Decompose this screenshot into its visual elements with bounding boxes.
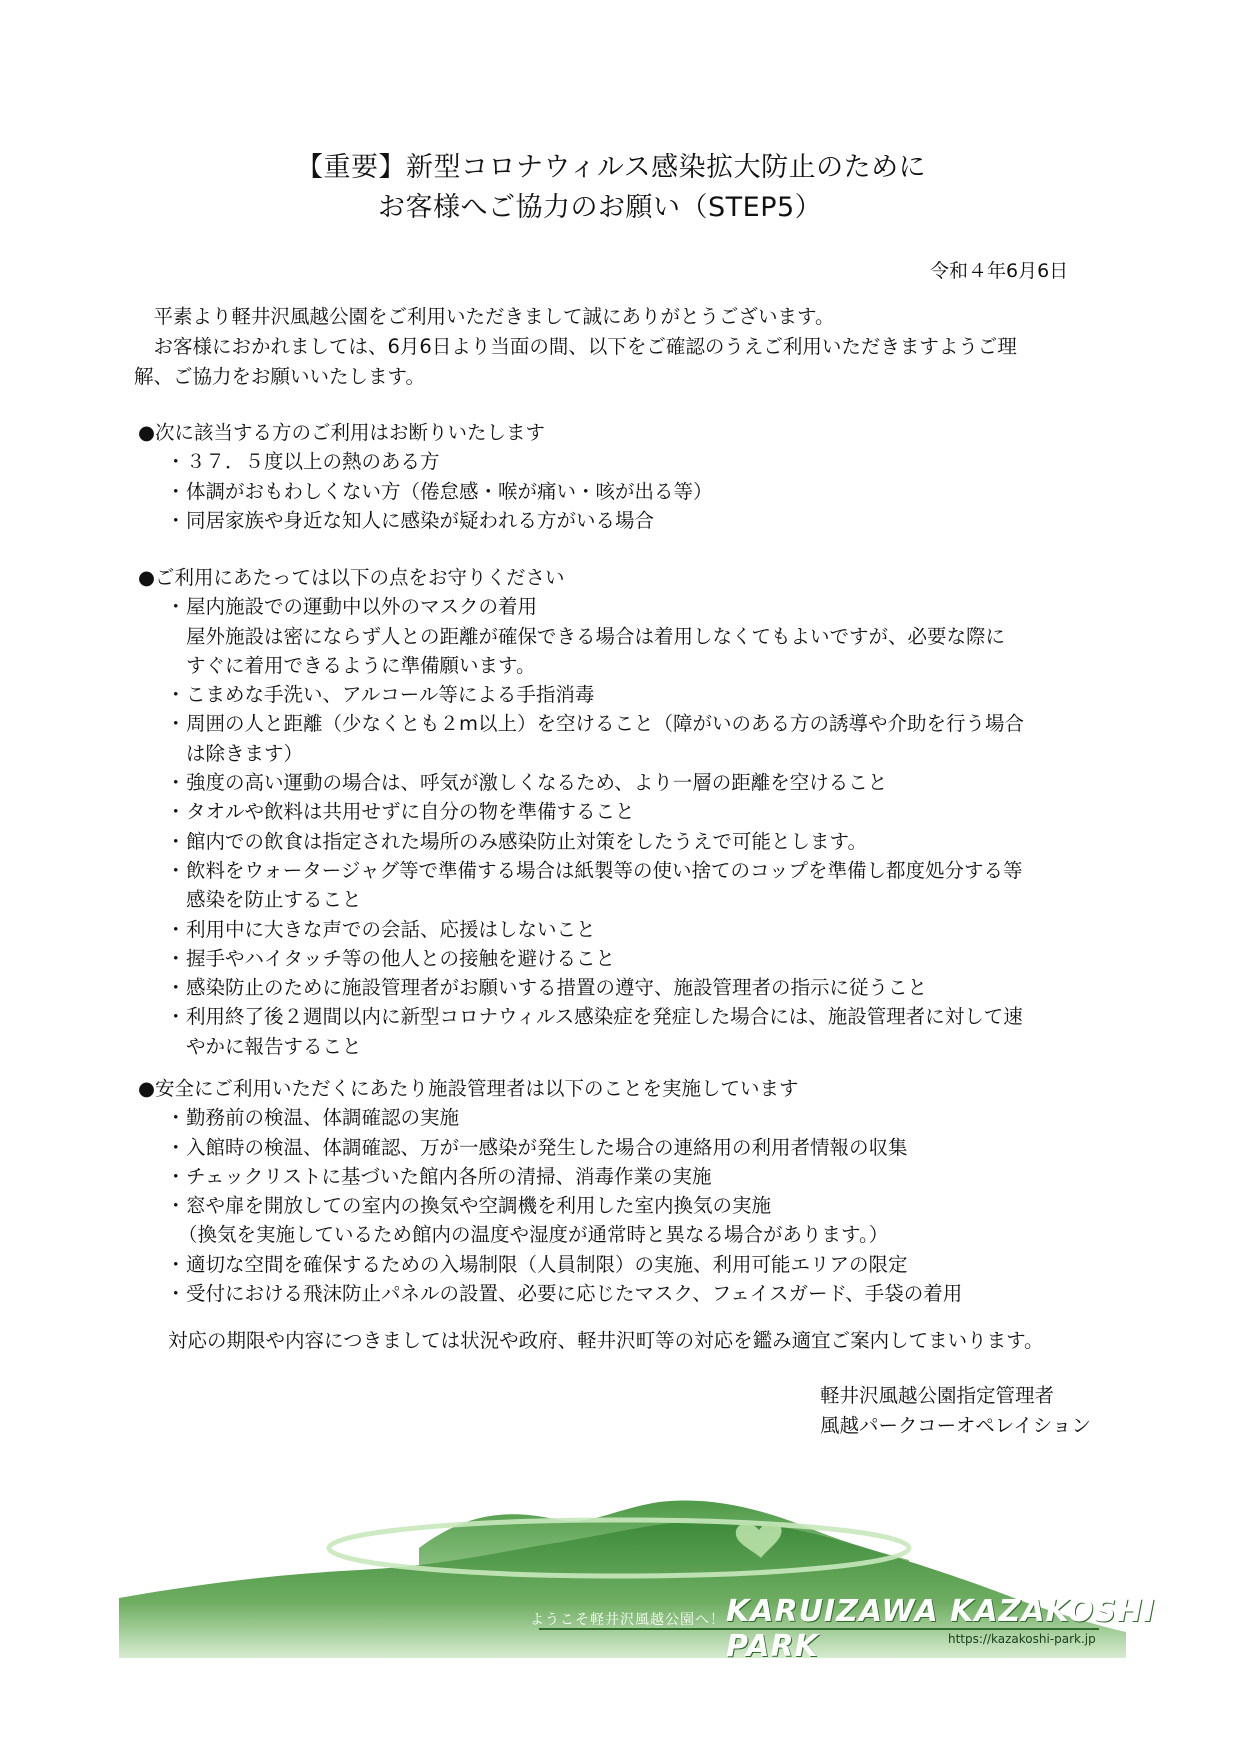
list-item-continuation: 屋外施設は密にならず人との距離が確保できる場合は着用しなくてもよいですが、必要な際に [186, 624, 1006, 648]
list-item: ・入館時の検温、体調確認、万が一感染が発生した場合の連絡用の利用者情報の収集 [134, 1133, 1124, 1162]
list-item: ・飲料をウォータージャグ等で準備する場合は紙製等の使い捨てのコップを準備し都度処分する等 [134, 856, 1124, 885]
bullet: ・ [166, 1135, 186, 1159]
bullet: ・ [166, 946, 186, 970]
bullet: ・ [166, 917, 186, 941]
section-measures [134, 1074, 1124, 1308]
list-item: ・強度の高い運動の場合は、呼気が激しくなるため、より一層の距離を空けること [134, 768, 1124, 797]
website-url: https://kazakoshi-park.jp [948, 1632, 1096, 1646]
signature-line: 軽井沢風越公園指定管理者 [820, 1384, 1055, 1407]
park-logo-text: KARUIZAWA KAZAKOSHI PARK [726, 1594, 1156, 1664]
list-item-continuation: 感染を防止すること [186, 888, 362, 912]
intro-paragraph [134, 302, 1124, 392]
bullet: ・ [166, 450, 186, 474]
list-item: ・適切な空間を確保するための入場制限（人員制限）の実施、利用可能エリアの限定 [134, 1250, 1124, 1279]
issue-date: 令和４年6月6日 [930, 260, 1069, 282]
list-item: ・３７．５度以上の熱のある方 [134, 447, 1124, 476]
bullet: ・ [166, 479, 186, 503]
bullet: ・ [166, 976, 186, 1000]
list-item: ・体調がおもわしくない方（倦怠感・喉が痛い・咳が出る等） [134, 477, 1124, 506]
signature-block [820, 1381, 1091, 1441]
bullet: ・ [166, 1005, 186, 1029]
intro-line: お客様におかれましては、6月6日より当面の間、以下をご確認のうえご利用いただきますようご理 [153, 335, 1017, 358]
list-item-continuation: すぐに着用できるように準備願います。 [186, 653, 536, 677]
list-item: ・同居家族や身近な知人に感染が疑われる方がいる場合 [134, 506, 1124, 535]
bullet: ・ [166, 712, 186, 736]
section-heading: ●次に該当する方のご利用はお断りいたします [138, 421, 546, 444]
document-title-line2: お客様へご協力のお願い（STEP5） [378, 192, 823, 223]
list-item: ・窓や扉を開放しての室内の換気や空調機を利用した室内換気の実施 [134, 1191, 1124, 1220]
section-refusal [134, 418, 1124, 535]
intro-line: 平素より軽井沢風越公園をご利用いただきまして誠にありがとうございます。 [153, 305, 835, 328]
list-item: ・勤務前の検温、体調確認の実施 [134, 1103, 1124, 1132]
list-item: ・館内での飲食は指定された場所のみ感染防止対策をしたうえで可能とします。 [134, 827, 1124, 856]
bullet: ・ [166, 858, 186, 882]
bullet: ・ [166, 1252, 186, 1276]
bullet: ・ [166, 508, 186, 532]
signature-line: 風越パークコーオペレイション [820, 1414, 1091, 1437]
intro-line: 解、ご協力をお願いいたします。 [134, 365, 425, 388]
section-rules [134, 563, 1124, 1061]
list-item: ・タオルや飲料は共用せずに自分の物を準備すること [134, 797, 1124, 826]
bullet: ・ [166, 1164, 186, 1188]
list-item-continuation: やかに報告すること [186, 1034, 362, 1058]
document-title-line1: 【重要】新型コロナウィルス感染拡大防止のために [296, 152, 927, 183]
list-item: ・利用中に大きな声での会話、応援はしないこと [134, 915, 1124, 944]
list-item: ・こまめな手洗い、アルコール等による手指消毒 [134, 680, 1124, 709]
section-heading: ●ご利用にあたっては以下の点をお守りください [138, 566, 565, 589]
list-item: ・屋内施設での運動中以外のマスクの着用 [134, 592, 1124, 621]
bullet: ・ [166, 800, 186, 824]
bullet: ・ [166, 771, 186, 795]
list-item: ・感染防止のために施設管理者がお願いする措置の遵守、施設管理者の指示に従うこと [134, 973, 1124, 1002]
bullet: ・ [166, 595, 186, 619]
bullet: ・ [166, 1194, 186, 1218]
bullet: ・ [166, 829, 186, 853]
list-item: ・握手やハイタッチ等の他人との接触を避けること [134, 944, 1124, 973]
bullet: ・ [166, 683, 186, 707]
closing-statement: 対応の期限や内容につきましては状況や政府、軽井沢町等の対応を鑑み適宜ご案内してまいります。 [168, 1329, 1044, 1352]
list-item: ・周囲の人と距離（少なくとも２m以上）を空けること（障がいのある方の誘導や介助を行う場合 [134, 709, 1124, 738]
list-item: ・チェックリストに基づいた館内各所の清掃、消毒作業の実施 [134, 1162, 1124, 1191]
list-item-continuation: は除きます） [186, 741, 304, 765]
bullet: ・ [166, 1282, 186, 1306]
list-item: ・受付における飛沫防止パネルの設置、必要に応じたマスク、フェイスガード、手袋の着用 [134, 1279, 1124, 1308]
list-item-note: （換気を実施しているため館内の温度や湿度が通常時と異なる場合があります。） [178, 1223, 889, 1247]
section-heading: ●安全にご利用いただくにあたり施設管理者は以下のことを実施しています [138, 1077, 799, 1100]
list-item: ・利用終了後２週間以内に新型コロナウィルス感染症を発症した場合には、施設管理者に対して速 [134, 1002, 1124, 1031]
bullet: ・ [166, 1106, 186, 1130]
banner-welcome-text: ようこそ軽井沢風越公園へ！ [530, 1612, 725, 1628]
